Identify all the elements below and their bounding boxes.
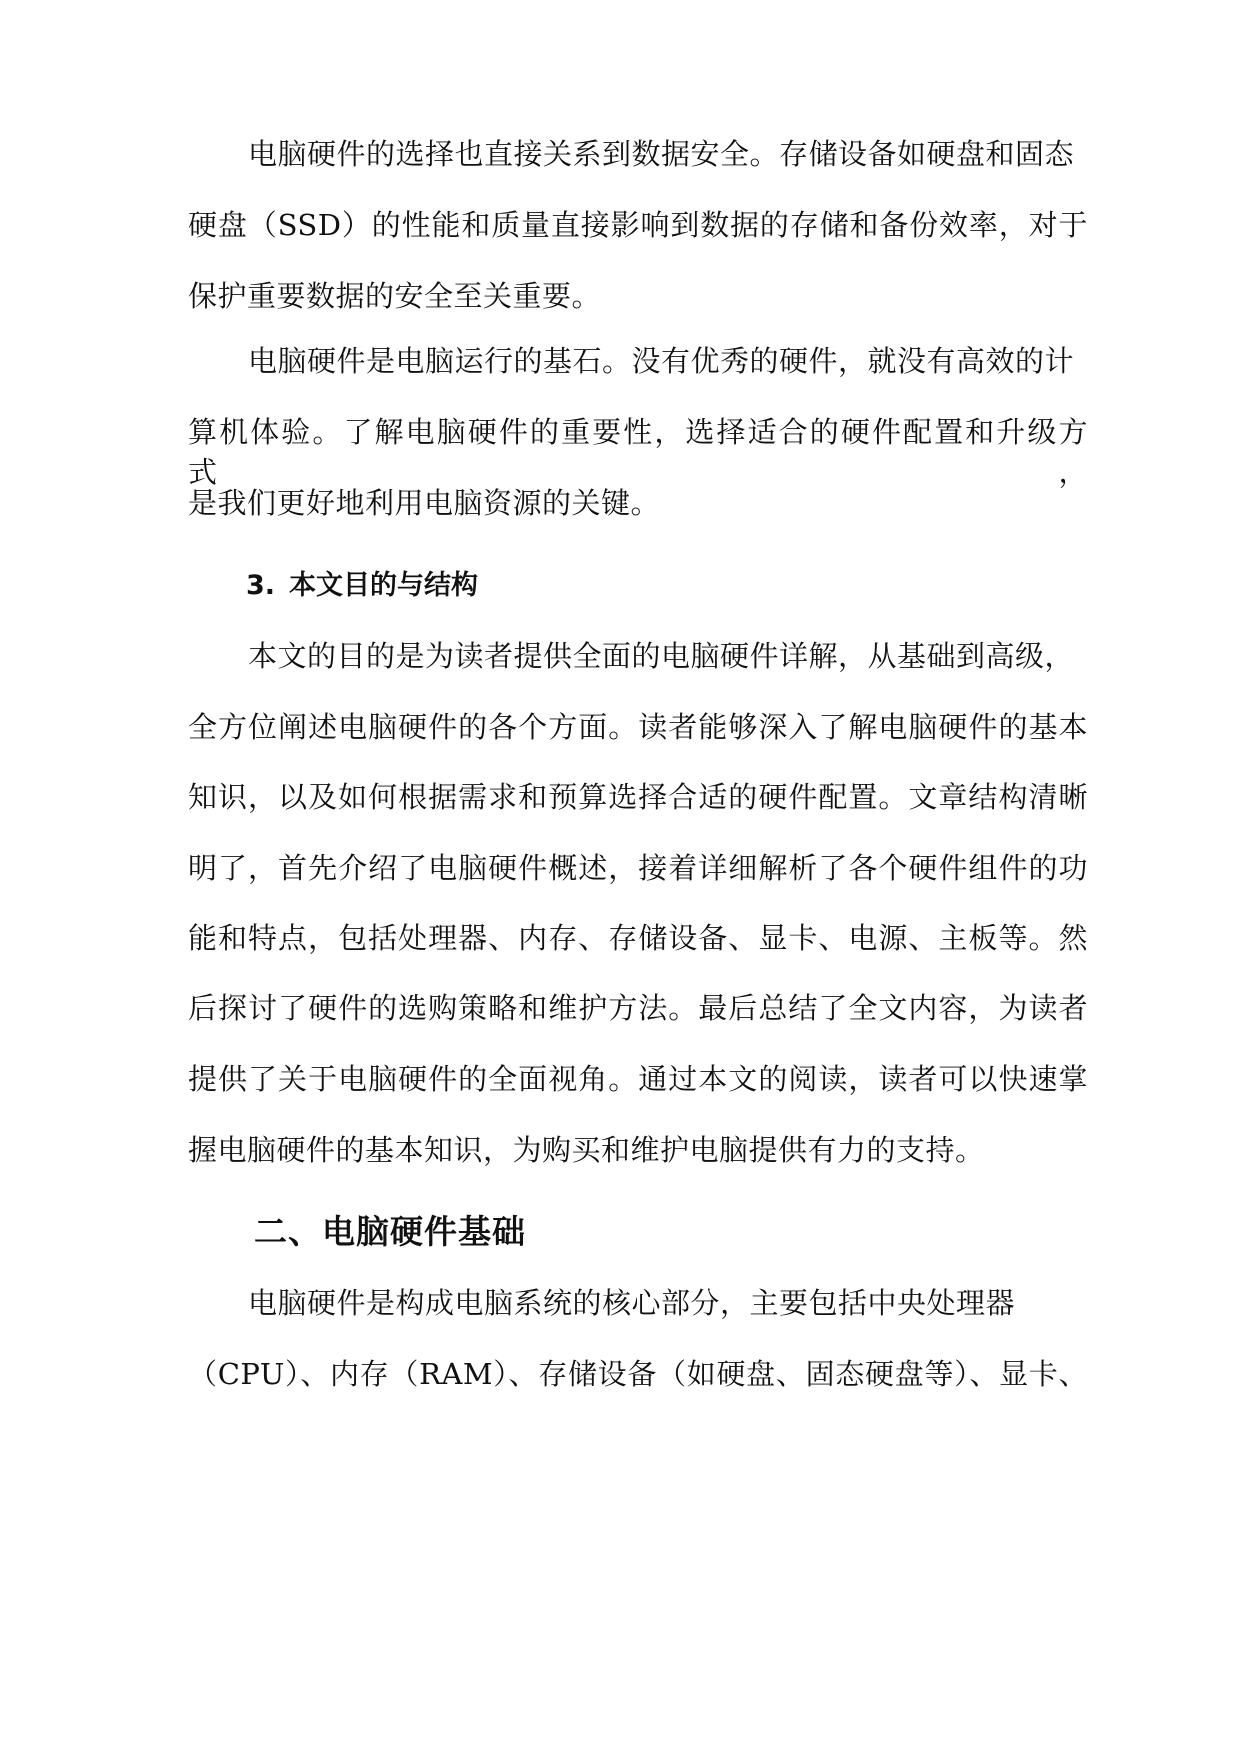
section-heading-3 bbox=[246, 566, 478, 606]
paragraph-3-line-3: 知识，以及如何根据需求和预算选择合适的硬件配置。文章结构清晰 bbox=[188, 780, 1088, 814]
paragraph-2-line-3: 是我们更好地利用电脑资源的关键。 bbox=[188, 486, 661, 520]
paragraph-2-line-1: 电脑硬件是电脑运行的基石。没有优秀的硬件，就没有高效的计 bbox=[248, 344, 1075, 378]
paragraph-1-line-3: 保护重要数据的安全至关重要。 bbox=[188, 279, 602, 313]
paragraph-1-line-1: 电脑硬件的选择也直接关系到数据安全。存储设备如硬盘和固态 bbox=[248, 137, 1075, 171]
paragraph-4-line-1: 电脑硬件是构成电脑系统的核心部分，主要包括中央处理器 bbox=[248, 1286, 1016, 1320]
paragraph-3-line-4: 明了，首先介绍了电脑硬件概述，接着详细解析了各个硬件组件的功 bbox=[188, 851, 1088, 885]
paragraph-3-line-8: 握电脑硬件的基本知识，为购买和维护电脑提供有力的支持。 bbox=[188, 1133, 985, 1167]
paragraph-1-line-2: 硬盘（SSD）的性能和质量直接影响到数据的存储和备份效率，对于 bbox=[188, 208, 1088, 242]
paragraph-2-line-2: 算机体验。了解电脑硬件的重要性，选择适合的硬件配置和升级方式， bbox=[188, 415, 1088, 489]
section-title: 本文目的与结构 bbox=[289, 570, 479, 601]
section-number: 3. bbox=[246, 570, 276, 601]
paragraph-3-line-1: 本文的目的是为读者提供全面的电脑硬件详解，从基础到高级， bbox=[248, 639, 1075, 673]
paragraph-3-line-2: 全方位阐述电脑硬件的各个方面。读者能够深入了解电脑硬件的基本 bbox=[188, 710, 1088, 744]
paragraph-3-line-7: 提供了关于电脑硬件的全面视角。通过本文的阅读，读者可以快速掌 bbox=[188, 1062, 1088, 1096]
paragraph-3-line-5: 能和特点，包括处理器、内存、存储设备、显卡、电源、主板等。然 bbox=[188, 921, 1088, 955]
chapter-heading-2: 二、电脑硬件基础 bbox=[254, 1212, 526, 1251]
paragraph-3-line-6: 后探讨了硬件的选购策略和维护方法。最后总结了全文内容，为读者 bbox=[188, 991, 1088, 1025]
paragraph-4-line-2: （CPU）、内存（RAM）、存储设备（如硬盘、固态硬盘等）、显卡、 bbox=[188, 1357, 1088, 1391]
